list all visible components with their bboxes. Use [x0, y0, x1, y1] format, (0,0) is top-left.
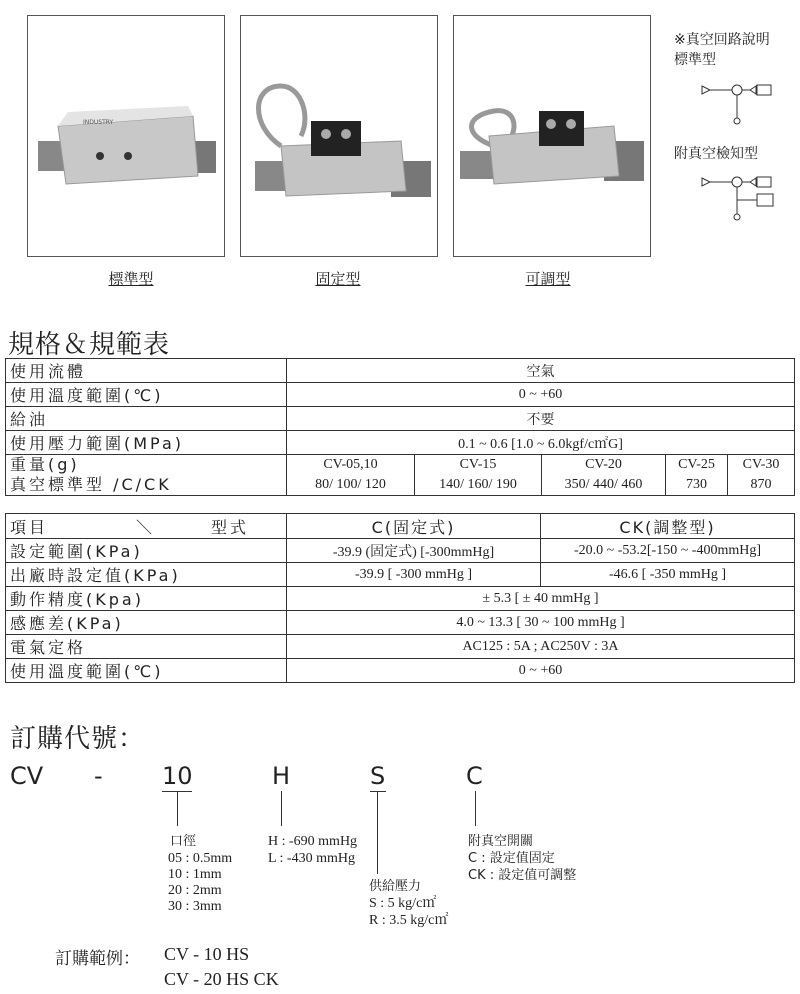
- header-type: 型式: [211, 517, 250, 537]
- row-label: 使用壓力範圍(MPa): [6, 431, 287, 455]
- header-ck: CK(調整型): [541, 514, 795, 539]
- model-name: CV-05,10: [323, 457, 378, 472]
- spec-table: [5, 358, 795, 496]
- table-row: [6, 407, 795, 431]
- bore-item: 10 : 1mm: [168, 867, 222, 882]
- model-cell: [666, 455, 728, 496]
- weight-label: 重量(g): [10, 455, 80, 474]
- model-weight: 80/ 100/ 120: [315, 477, 386, 492]
- example-label: 訂購範例：: [55, 949, 140, 969]
- bore-item: 20 : 2mm: [168, 883, 222, 898]
- header-c: C(固定式): [287, 514, 541, 539]
- model-weight: 870: [750, 477, 772, 492]
- c-line: [475, 791, 476, 826]
- caption-standard: 標準型: [108, 270, 154, 288]
- row-value: AC125 : 5A ; AC250V : 3A: [287, 635, 795, 659]
- code-c: C: [466, 762, 483, 790]
- row-label: 出廠時設定值(KPa): [6, 563, 287, 587]
- table-row: [6, 611, 795, 635]
- example-1: CV - 10 HS: [164, 944, 250, 964]
- supply-item: S : 5 kg/c㎡: [369, 896, 437, 911]
- bore-item: 30 : 3mm: [168, 899, 222, 914]
- supply-title: 供給壓力: [369, 879, 422, 894]
- row-label: 使用溫度範圍(℃): [6, 659, 287, 683]
- order-title: 訂購代號：: [10, 724, 146, 754]
- vacuum-item: H : -690 mmHg: [268, 834, 358, 849]
- row-value: 0 ~ +60: [287, 659, 795, 683]
- svg-text:INDUSTRY: INDUSTRY: [83, 119, 114, 126]
- model-name: CV-25: [678, 457, 715, 472]
- row-label: 給油: [6, 407, 287, 431]
- detect-circuit-diagram: [700, 172, 784, 222]
- model-cell: [728, 455, 795, 496]
- example-2: CV - 20 HS CK: [164, 969, 279, 989]
- model-name: CV-30: [742, 457, 780, 472]
- row-value: 0.1 ~ 0.6 [1.0 ~ 6.0kgf/c㎡G]: [287, 431, 795, 455]
- row-value-c: -39.9 (固定式) [-300mmHg]: [287, 539, 541, 563]
- caption-fixed: 固定型: [315, 270, 361, 288]
- code-cv: CV: [10, 762, 44, 790]
- row-value-ck: -20.0 ~ -53.2[-150 ~ -400mmHg]: [541, 539, 795, 563]
- table-row: [6, 431, 795, 455]
- row-label: 感應差(KPa): [6, 611, 287, 635]
- header-sep: ＼: [136, 517, 156, 537]
- model-cell: [415, 455, 542, 496]
- code-bore: 10: [162, 762, 193, 790]
- header-item: 項目: [10, 517, 49, 537]
- model-name: CV-15: [459, 457, 497, 472]
- table-row: [6, 383, 795, 407]
- model-weight: 350/ 440/ 460: [564, 477, 643, 492]
- standard-circuit-diagram: [700, 80, 780, 130]
- vacuum-item: L : -430 mmHg: [268, 851, 355, 866]
- row-value: ± 5.3 [ ± 40 mmHg ]: [287, 587, 795, 611]
- table-row: [6, 539, 795, 563]
- row-label: 使用流體: [6, 359, 287, 383]
- switch-item: CK : 設定值可調整: [468, 868, 577, 883]
- row-value: 空氣: [287, 359, 795, 383]
- product-photo-fixed: [240, 15, 438, 257]
- table-row: [6, 659, 795, 683]
- code-dash: -: [94, 762, 103, 790]
- switch-title: 附真空開關: [468, 834, 534, 849]
- switch-item: C : 設定值固定: [468, 851, 555, 866]
- circuit-standard-label: 標準型: [674, 52, 716, 68]
- spec-title: 規格＆規範表: [8, 330, 171, 360]
- product-photo-adjustable: [453, 15, 651, 257]
- bore-item: 05 : 0.5mm: [168, 851, 233, 866]
- circuit-note-title: ※真空回路說明: [674, 32, 770, 48]
- code-s: S: [370, 762, 386, 790]
- row-label: 電氣定格: [6, 635, 287, 659]
- code-h: H: [272, 762, 291, 790]
- table-row: [6, 359, 795, 383]
- bore-line: [177, 791, 178, 826]
- row-value: 4.0 ~ 13.3 [ 30 ~ 100 mmHg ]: [287, 611, 795, 635]
- h-line: [281, 791, 282, 826]
- model-cell: [542, 455, 666, 496]
- row-value-c: -39.9 [ -300 mmHg ]: [287, 563, 541, 587]
- switch-spec-table: [5, 513, 795, 683]
- product-photo-standard: [27, 15, 225, 257]
- table-row: [6, 587, 795, 611]
- row-label: 設定範圍(KPa): [6, 539, 287, 563]
- bore-title: 口徑: [170, 834, 197, 849]
- row-label: 使用溫度範圍(℃): [6, 383, 287, 407]
- row-label: 動作精度(Kpa): [6, 587, 287, 611]
- model-name: CV-20: [585, 457, 622, 472]
- table-row: [6, 635, 795, 659]
- vacuum-standard-label: 真空標準型 /C/CK: [10, 475, 172, 494]
- row-value: 0 ~ +60: [287, 383, 795, 407]
- row-value: 不要: [287, 407, 795, 431]
- row-value-ck: -46.6 [ -350 mmHg ]: [541, 563, 795, 587]
- table-header-row: [6, 514, 795, 539]
- caption-adjustable: 可調型: [525, 270, 571, 288]
- model-cell: [287, 455, 415, 496]
- model-weight: 730: [686, 477, 707, 492]
- weight-labels: [6, 455, 287, 496]
- table-row: [6, 563, 795, 587]
- s-bracket: [370, 791, 386, 792]
- header-item-type: [6, 514, 287, 539]
- s-line: [377, 791, 378, 874]
- model-weight: 140/ 160/ 190: [439, 477, 517, 492]
- table-row-weight: [6, 455, 795, 496]
- supply-item: R : 3.5 kg/c㎡: [369, 913, 449, 928]
- circuit-detect-label: 附真空檢知型: [674, 146, 758, 162]
